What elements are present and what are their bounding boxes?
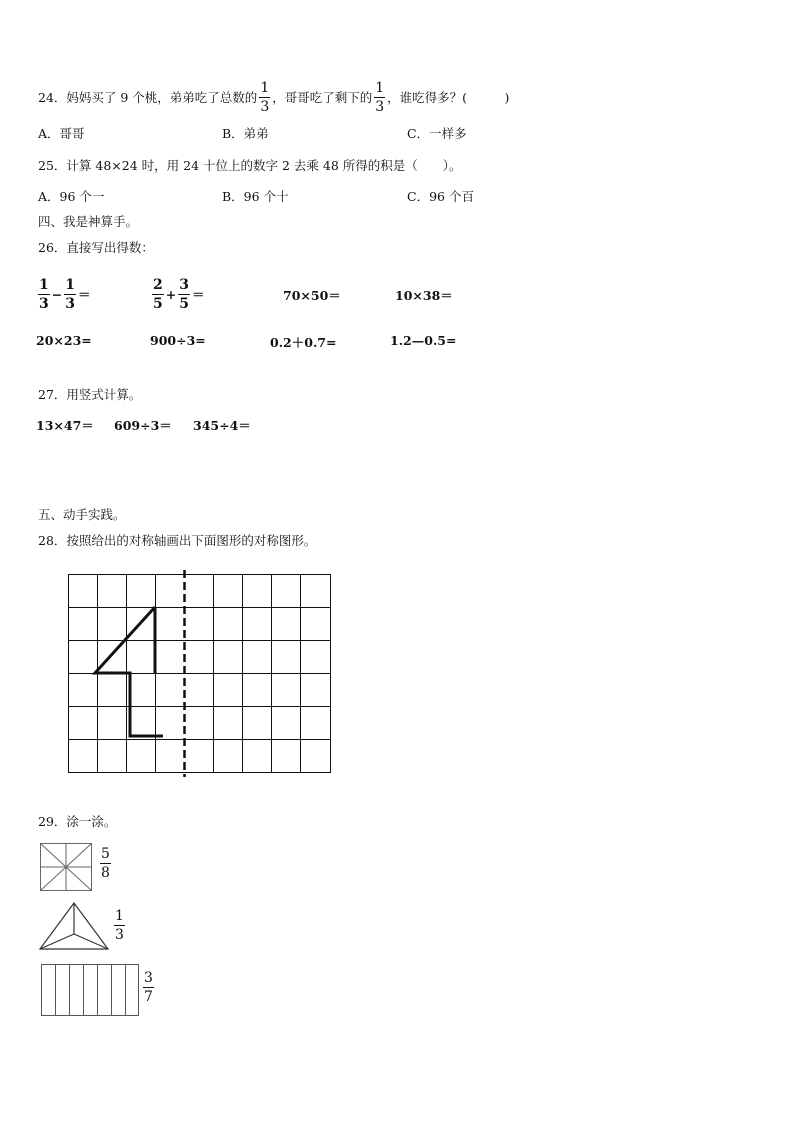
q26-expr-2-frac-a-den: 5 — [153, 295, 163, 312]
q24-option-c: C．一样多 — [407, 126, 467, 141]
rectangle-fraction — [141, 971, 156, 1004]
q26-expr-1-frac-a — [38, 278, 50, 311]
rectangle-fraction-den: 7 — [144, 989, 153, 1005]
question-29-title: 29．涂一涂。 — [38, 814, 117, 829]
q24-fraction-2-num: 1 — [375, 79, 385, 96]
q27-expr-3: 345÷4＝ — [193, 418, 251, 433]
q26-expr-5: 20×23= — [36, 333, 92, 348]
q24-fraction-1-den: 3 — [260, 98, 270, 115]
q24-fraction-2-den: 3 — [375, 98, 385, 115]
q26-expr-2-equals: ＝ — [191, 287, 205, 302]
q26-expr-1-frac-a-den: 3 — [39, 295, 49, 312]
q26-expr-1-frac-a-num: 1 — [39, 276, 49, 293]
q26-expr-8: 1.2—0.5= — [390, 333, 457, 348]
question-24 — [38, 80, 509, 114]
q26-expr-2 — [150, 274, 205, 314]
q24-fraction-1 — [259, 81, 270, 114]
triangle-three-parts-shape — [39, 902, 109, 950]
q26-expr-6: 900÷3= — [150, 333, 206, 348]
q26-expr-1-frac-b-num: 1 — [65, 276, 75, 293]
q24-suffix: ，谁吃得多？( ) — [387, 90, 510, 105]
q24-option-a: A．哥哥 — [38, 126, 85, 141]
q26-expr-2-frac-b-den: 5 — [179, 295, 189, 312]
q26-expr-4: 10×38＝ — [395, 288, 453, 303]
q27-expr-2: 609÷3＝ — [114, 418, 172, 433]
q26-expr-1-equals: ＝ — [77, 287, 91, 302]
rectangle-fraction-num: 3 — [144, 970, 153, 986]
q24-fraction-1-num: 1 — [260, 79, 270, 96]
q26-expr-1-frac-b — [64, 278, 76, 311]
q26-expr-1-operator: − — [51, 286, 63, 302]
q24-middle: ，哥哥吃了剩下的 — [272, 90, 373, 105]
question-27-title: 27．用竖式计算。 — [38, 387, 142, 402]
q24-fraction-2 — [374, 81, 385, 114]
triangle-fraction — [112, 909, 127, 942]
q26-expr-1-frac-b-den: 3 — [65, 295, 75, 312]
q24-prefix: 24．妈妈买了 9 个桃，弟弟吃了总数的 — [38, 90, 258, 105]
q26-expr-2-frac-b-num: 3 — [179, 276, 189, 293]
square-eight-parts-shape — [40, 843, 92, 891]
q24-option-b: B．弟弟 — [222, 126, 269, 141]
q26-expr-1 — [36, 274, 91, 314]
question-28-title: 28．按照给出的对称轴画出下面图形的对称图形。 — [38, 533, 317, 548]
q26-expr-3: 70×50＝ — [283, 288, 341, 303]
q26-expr-2-operator: + — [165, 286, 177, 302]
symmetry-grid — [60, 566, 340, 781]
section-4-heading: 四、我是神算手。 — [38, 214, 139, 229]
q25-option-a: A．96 个一 — [38, 189, 105, 204]
square-fraction-den: 8 — [101, 865, 110, 881]
q25-option-b: B．96 个十 — [222, 189, 289, 204]
figure-four-shape — [95, 607, 163, 736]
q26-expr-7: 0.2＋0.7= — [270, 335, 337, 350]
q26-expr-2-frac-a — [152, 278, 164, 311]
rectangle-seven-parts-shape — [41, 964, 139, 1016]
square-fraction-num: 5 — [101, 846, 110, 862]
q26-expr-2-frac-a-num: 2 — [153, 276, 163, 293]
q26-expr-2-frac-b — [178, 278, 190, 311]
square-fraction — [98, 847, 113, 880]
q27-expr-1: 13×47＝ — [36, 418, 94, 433]
triangle-fraction-den: 3 — [115, 927, 124, 943]
question-25: 25．计算 48×24 时，用 24 十位上的数字 2 去乘 48 所得的积是（ ）。 — [38, 158, 462, 173]
q25-option-c: C．96 个百 — [407, 189, 474, 204]
triangle-fraction-num: 1 — [115, 908, 124, 924]
question-26-title: 26．直接写出得数： — [38, 240, 154, 255]
section-5-heading: 五、动手实践。 — [38, 507, 126, 522]
